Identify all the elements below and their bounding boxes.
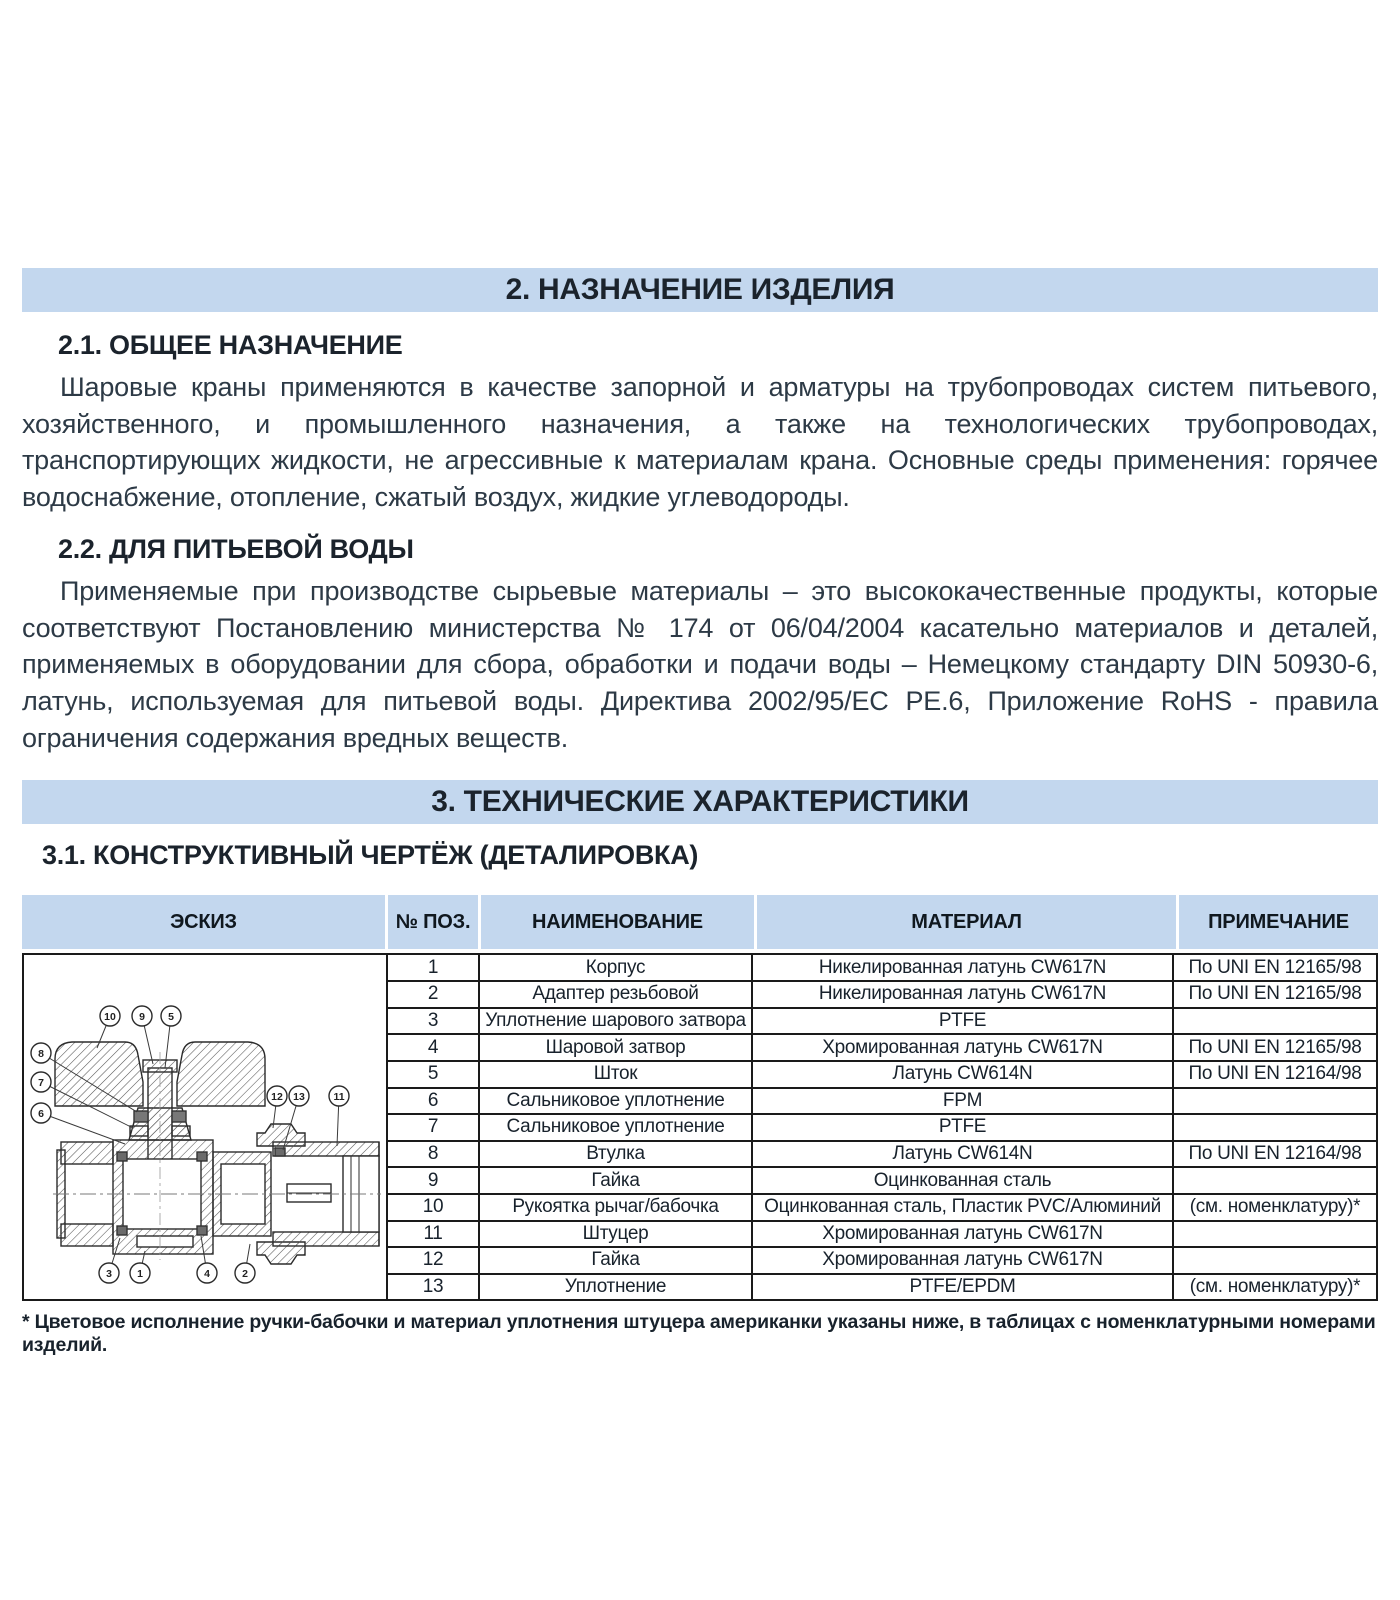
- svg-text:9: 9: [139, 1011, 145, 1024]
- table-row: [388, 1246, 1376, 1273]
- cell-name: Штуцер: [478, 1222, 751, 1247]
- cell-name: Сальниковое уплотнение: [478, 1089, 751, 1114]
- cell-position: 10: [422, 1196, 444, 1218]
- svg-text:11: 11: [333, 1091, 345, 1104]
- svg-text:5: 5: [168, 1011, 174, 1024]
- cell-position: 8: [427, 1143, 439, 1165]
- paragraph-2-1: Шаровые краны применяются в качестве запорной и арматуры на трубопроводах систем питьевого, хозяйственного, и промышленного назначения, а также на технологических трубопроводах, транспортирующих жидкости, не агрессивные к материалам крана. Основные среды применения: горячее водоснабжение, отопление, сжатый воздух, жидкие углеводороды.: [22, 372, 1378, 513]
- section-3-title: 3. ТЕХНИЧЕСКИЕ ХАРАКТЕРИСТИКИ: [431, 785, 969, 819]
- cell-material: Никелированная латунь CW617N: [751, 955, 1172, 980]
- column-header-position: № ПОЗ.: [388, 895, 478, 949]
- cell-material: PTFE/EPDM: [751, 1275, 1172, 1300]
- svg-text:13: 13: [293, 1091, 305, 1104]
- cell-name: Гайка: [478, 1168, 751, 1193]
- heading-3-1: 3.1. КОНСТРУКТИВНЫЙ ЧЕРТЁЖ (ДЕТАЛИРОВКА): [42, 840, 699, 871]
- cell-note: [1172, 1222, 1376, 1247]
- svg-text:4: 4: [204, 1268, 210, 1281]
- valve-geometry: [55, 1042, 379, 1264]
- paragraph-2-2: Применяемые при производстве сырьевые материалы – это высококачественные продукты, которые соответствуют Постановлению министерства № 174 от 06/04/2004 касательно материалов и деталей, применяемых в оборудовании для сбора, обработки и подачи воды – Немецкому стандарту DIN 50930-6, латунь, используемая для питьевой воды. Директива 2002/95/EC PE.6, Приложение RoHS - правила ограничения содержания вредных веществ.: [22, 575, 1378, 753]
- cell-material: PTFE: [751, 1115, 1172, 1140]
- table-header-row: [22, 895, 1378, 949]
- cell-note: По UNI EN 12165/98: [1172, 1035, 1376, 1060]
- cell-note: (см. номенклатуру)*: [1172, 1275, 1376, 1300]
- svg-text:12: 12: [271, 1091, 283, 1104]
- cell-note: По UNI EN 12165/98: [1172, 955, 1376, 980]
- table-rows: [388, 955, 1376, 1299]
- table-row: [388, 1273, 1376, 1300]
- cell-position: 2: [427, 983, 439, 1005]
- cell-material: FPM: [751, 1089, 1172, 1114]
- column-header-note: ПРИМЕЧАНИЕ: [1179, 895, 1378, 949]
- cell-note: По UNI EN 12164/98: [1172, 1062, 1376, 1087]
- cell-note: (см. номенклатуру)*: [1172, 1195, 1376, 1220]
- cell-material: Латунь CW614N: [751, 1062, 1172, 1087]
- cell-name: Втулка: [478, 1142, 751, 1167]
- cell-note: По UNI EN 12165/98: [1172, 982, 1376, 1007]
- cell-material: Хромированная латунь CW617N: [751, 1035, 1172, 1060]
- cell-position: 13: [422, 1276, 444, 1298]
- cell-name: Уплотнение шарового затвора: [478, 1009, 751, 1034]
- cell-note: По UNI EN 12164/98: [1172, 1142, 1376, 1167]
- cell-name: Рукоятка рычаг/бабочка: [478, 1195, 751, 1220]
- table-row: [388, 1113, 1376, 1140]
- cell-position: 6: [427, 1089, 439, 1111]
- cell-name: Уплотнение: [478, 1275, 751, 1300]
- table-row: [388, 1140, 1376, 1167]
- cell-name: Сальниковое уплотнение: [478, 1115, 751, 1140]
- svg-text:6: 6: [38, 1108, 44, 1121]
- cell-material: Оцинкованная сталь: [751, 1168, 1172, 1193]
- cell-position: 5: [427, 1063, 439, 1085]
- cell-material: Хромированная латунь CW617N: [751, 1222, 1172, 1247]
- valve-cross-section-drawing: [25, 956, 385, 1298]
- cell-material: Оцинкованная сталь, Пластик PVC/Алюминий: [751, 1195, 1172, 1220]
- table-row: [388, 1033, 1376, 1060]
- svg-text:3: 3: [106, 1268, 112, 1281]
- section-2-band: [22, 268, 1378, 312]
- cell-name: Шток: [478, 1062, 751, 1087]
- cell-note: [1172, 1248, 1376, 1273]
- cell-position: 9: [427, 1169, 439, 1191]
- cell-material: PTFE: [751, 1009, 1172, 1034]
- cell-position: 1: [427, 956, 439, 978]
- table-body: [22, 953, 1378, 1301]
- parts-table: [22, 895, 1378, 1301]
- section-2-title: 2. НАЗНАЧЕНИЕ ИЗДЕЛИЯ: [505, 273, 895, 306]
- section-3-band: [22, 780, 1378, 824]
- cell-note: [1172, 1115, 1376, 1140]
- table-row: [388, 980, 1376, 1007]
- heading-2-2: 2.2. ДЛЯ ПИТЬЕВОЙ ВОДЫ: [58, 533, 414, 564]
- svg-text:1: 1: [137, 1268, 143, 1281]
- cell-material: Хромированная латунь CW617N: [751, 1248, 1172, 1273]
- cell-name: Адаптер резьбовой: [478, 982, 751, 1007]
- column-header-sketch: ЭСКИЗ: [22, 895, 385, 949]
- cell-name: Шаровой затвор: [478, 1035, 751, 1060]
- sketch-cell: [24, 955, 388, 1299]
- svg-text:7: 7: [38, 1077, 44, 1090]
- column-header-name: НАИМЕНОВАНИЕ: [481, 895, 754, 949]
- table-row: [388, 1060, 1376, 1087]
- column-header-material: МАТЕРИАЛ: [757, 895, 1176, 949]
- cell-note: [1172, 1089, 1376, 1114]
- table-row: [388, 1087, 1376, 1114]
- footnote: * Цветовое исполнение ручки-бабочки и материал уплотнения штуцера американки указаны ниже, в таблицах с номенклатурными номерами изделий.: [22, 1311, 1376, 1357]
- table-row: [388, 1220, 1376, 1247]
- svg-text:10: 10: [104, 1011, 116, 1024]
- cell-note: [1172, 1009, 1376, 1034]
- cell-material: Никелированная латунь CW617N: [751, 982, 1172, 1007]
- table-row: [388, 1007, 1376, 1034]
- svg-text:8: 8: [38, 1048, 44, 1061]
- table-row: [388, 1193, 1376, 1220]
- cell-position: 7: [427, 1116, 439, 1138]
- svg-text:2: 2: [242, 1268, 248, 1281]
- cell-note: [1172, 1168, 1376, 1193]
- cell-position: 4: [427, 1036, 439, 1058]
- table-row: [388, 1166, 1376, 1193]
- heading-2-1: 2.1. ОБЩЕЕ НАЗНАЧЕНИЕ: [58, 330, 403, 360]
- table-row: [388, 955, 1376, 980]
- cell-material: Латунь CW614N: [751, 1142, 1172, 1167]
- cell-position: 3: [427, 1009, 439, 1031]
- cell-name: Корпус: [478, 955, 751, 980]
- cell-position: 11: [423, 1222, 443, 1244]
- cell-name: Гайка: [478, 1248, 751, 1273]
- cell-position: 12: [422, 1249, 444, 1271]
